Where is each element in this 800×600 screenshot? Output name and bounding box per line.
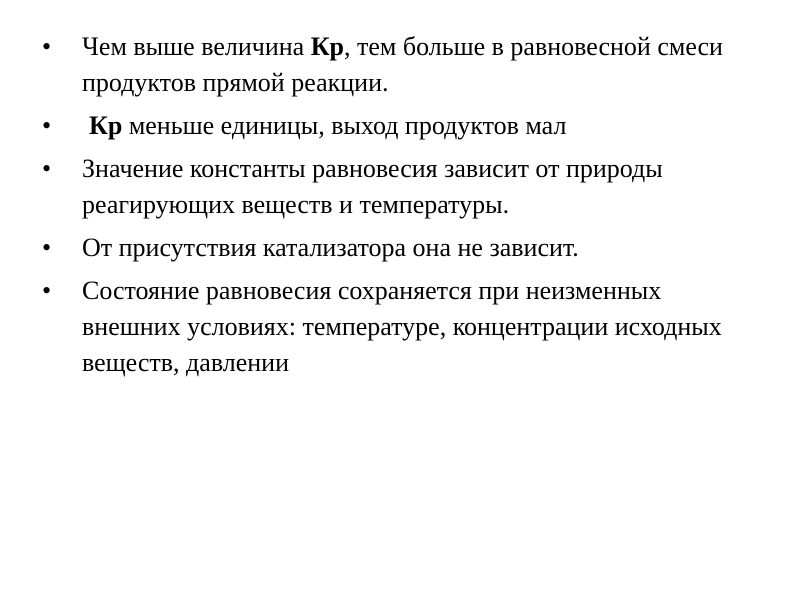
item-text: От присутствия катализатора она не зависит. [82,233,579,262]
bullet-icon: • [42,233,52,262]
item-text: , тем больше в равновесной смеси продуктов прямой реакции. [82,32,723,97]
list-item [0,29,800,101]
bullet-icon: • [42,32,52,61]
list-item [0,273,800,381]
list-item [0,108,800,144]
bullet-icon: • [42,111,52,140]
item-bold-term: Кр [89,111,123,140]
bullet-list [0,29,800,388]
item-text: Значение константы равновесия зависит от природы реагирующих веществ и температуры. [82,154,663,219]
bullet-icon: • [42,276,52,305]
list-item [0,230,800,266]
item-text: Чем выше величина [82,32,311,61]
bullet-icon: • [42,154,52,183]
list-item [0,151,800,223]
item-bold-term: Кр [310,32,345,61]
item-text: Состояние равновесия сохраняется при неизменных внешних условиях: температуре, концентрации исходных веществ, давлении [82,276,722,377]
item-text: меньше единицы, выход продуктов мал [122,111,567,140]
